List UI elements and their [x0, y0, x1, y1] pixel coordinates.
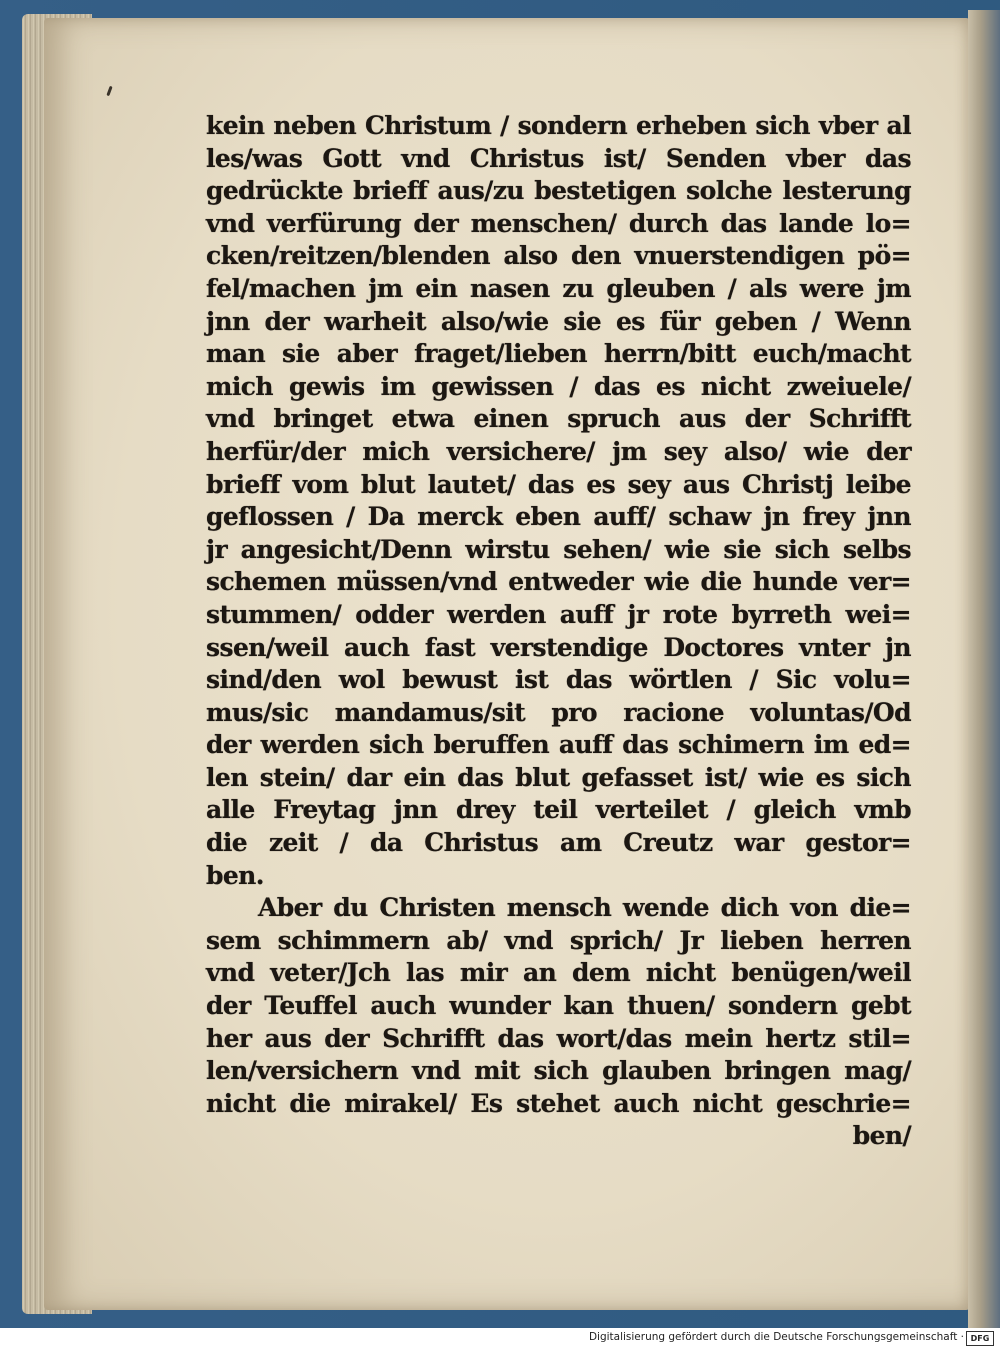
text-line: jr angesicht/Denn wirstu sehen/ wie sie sich selbs [206, 534, 911, 564]
facing-page-edge [968, 10, 1000, 1328]
paragraph-line: nicht die mirakel/ Es stehet auch nicht geschrie= [206, 1088, 911, 1118]
text-line: mich gewis im gewissen / das es nicht zweiuele/ [206, 371, 911, 401]
text-line: les/was Gott vnd Christus ist/ Senden vber das [206, 143, 911, 173]
text-line: geflossen / Da merck eben auff/ schaw jn frey jnn [206, 502, 911, 532]
text-line: cken/reitzen/blenden also den vnuerstendigen pö= [206, 241, 911, 271]
text-line: sind/den wol bewust ist das wörtlen / Sic volu= [206, 665, 911, 695]
text-line: schemen müssen/vnd entweder wie die hunde ver= [206, 567, 911, 597]
paragraph-line: her aus der Schrifft das wort/das mein hertz stil= [206, 1023, 911, 1053]
text-line: fel/machen jm ein nasen zu gleuben / als were jm [206, 273, 911, 303]
text-line: herfür/der mich versichere/ jm sey also/ wie der [206, 436, 911, 466]
text-line: die zeit / da Christus am Creutz war gestor= [206, 828, 911, 858]
paragraph-line: vnd veter/Jch las mir an dem nicht benügen/weil [206, 958, 911, 988]
text-line: alle Freytag jnn drey teil verteilet / gleich vmb [206, 795, 911, 825]
paragraph-line: len/versichern vnd mit sich glauben bringen mag/ [206, 1056, 911, 1086]
footer-credit: Digitalisierung gefördert durch die Deutsche Forschungsgemeinschaft · [588, 1331, 964, 1343]
text-line: vnd bringet etwa einen spruch aus der Schrifft [206, 404, 911, 434]
dfg-logo: DFG [966, 1331, 994, 1346]
text-line: gedrückte brieff aus/zu bestetigen solche lesterung [206, 176, 911, 206]
text-line: ssen/weil auch fast verstendige Doctores vnter jn [206, 632, 911, 662]
page-text [206, 110, 911, 1153]
paragraph-line: der Teuffel auch wunder kan thuen/ sondern gebt [206, 991, 911, 1021]
text-line: vnd verfürung der menschen/ durch das lande lo= [206, 208, 911, 238]
catchword: ben/ [852, 1121, 911, 1151]
text-line: len stein/ dar ein das blut gefasset ist/ wie es sich [206, 762, 911, 792]
text-line: man sie aber fraget/lieben herrn/bitt euch/macht [206, 339, 911, 369]
text-line: mus/sic mandamus/sit pro racione voluntas/Od [206, 697, 911, 727]
text-line: ben. [206, 860, 264, 890]
footer-bar [0, 1328, 1000, 1348]
paragraph-line: sem schimmern ab/ vnd sprich/ Jr lieben herren [206, 925, 911, 955]
text-line: stummen/ odder werden auff jr rote byrreth wei= [206, 599, 911, 629]
text-line: jnn der warheit also/wie sie es für geben / Wenn [206, 306, 911, 336]
paragraph-line: Aber du Christen mensch wende dich von die= [258, 893, 911, 923]
text-line: der werden sich beruffen auff das schimern im ed= [206, 730, 911, 760]
text-line: brieff vom blut lautet/ das es sey aus Christj leibe [206, 469, 911, 499]
text-line: kein neben Christum / sondern erheben sich vber al [206, 111, 911, 140]
